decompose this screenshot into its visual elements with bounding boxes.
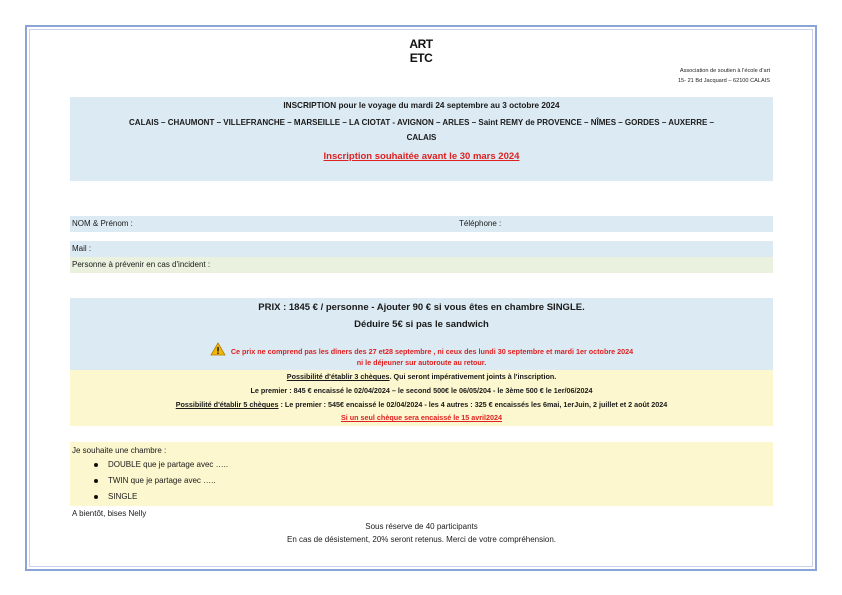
trip-cities-line1: CALAIS – CHAUMONT – VILLEFRANCHE – MARSEILLE – LA CIOTAT - AVIGNON – ARLES – Saint REMY de PROVENCE – NÎMES – GORDES – AUXERRE –: [129, 118, 714, 127]
art-etc-logo: [404, 36, 438, 64]
room-option-double: DOUBLE que je partage avec …..: [72, 457, 773, 473]
single-cheque-note: Si un seul chèque sera encaissé le 15 avril2024: [340, 413, 503, 422]
trip-cities: [70, 115, 773, 145]
signoff: A bientôt, bises Nelly: [72, 509, 147, 518]
registration-deadline: Inscription souhaitée avant le 30 mars 2024: [323, 151, 520, 162]
room-choice: [70, 442, 773, 506]
mail-field-label: Mail :: [72, 244, 92, 253]
logo-line2: ETC: [409, 51, 433, 64]
room-option-single: SINGLE: [72, 489, 773, 505]
warning-icon: [210, 342, 226, 356]
name-phone-row: [70, 216, 773, 232]
footer-notes: [70, 520, 773, 546]
five-cheques-line: [70, 399, 773, 411]
three-cheques-note: . Qui seront impérativement joints à l'inscription.: [389, 372, 557, 381]
name-field-label: NOM & Prénom :: [72, 219, 133, 228]
participants-note: Sous réserve de 40 participants: [365, 522, 478, 531]
emergency-contact-label: Personne à prévenir en cas d'incident :: [72, 260, 211, 269]
room-option-twin: TWIN que je partage avec …..: [72, 473, 773, 489]
sandwich-deduction: Déduire 5€ si pas le sandwich: [354, 319, 489, 330]
price-exclusions-line2: ni le déjeuner sur autoroute au retour.: [356, 358, 487, 367]
five-cheques-title: Possibilité d'établir 5 chèques: [175, 400, 279, 409]
three-cheques-detail: Le premier : 845 € encaissé le 02/04/2024 – le second 500€ le 06/05/204 - le 3ème 500 € le 1er/06/2024: [250, 386, 593, 395]
mail-row: [70, 241, 773, 257]
price-exclusions-text: Ce prix ne comprend pas les dîners des 27 et28 septembre , ni ceux des lundi 30 septembre et mardi 1er octobre 2024: [230, 347, 634, 356]
phone-field-label: Téléphone :: [459, 219, 502, 228]
three-cheques-heading: [70, 371, 773, 383]
trip-cities-line2: CALAIS: [406, 133, 437, 142]
cancellation-note: En cas de désistement, 20% seront retenus. Merci de votre compréhension.: [286, 535, 557, 544]
association-street: 15- 21 Bd Jacquard – 62100 CALAIS: [677, 78, 770, 84]
logo-line1: ART: [409, 37, 433, 51]
room-intro: Je souhaite une chambre :: [72, 446, 167, 455]
payment-section: [70, 370, 773, 426]
five-cheques-detail: : Le premier : 545€ encaissé le 02/04/2024 - les 4 autres : 325 € encaissés les 6mai, 1erJuin, 2 juillet et 2 août 2024: [278, 400, 668, 409]
three-cheques-title: Possibilité d'établir 3 chèques: [286, 372, 390, 381]
association-address: [678, 66, 770, 86]
association-name: Association de soutien à l'école d'art: [679, 68, 770, 74]
price-exclusions-cont: [70, 356, 773, 370]
price-line: PRIX : 1845 € / personne - Ajouter 90 € si vous êtes en chambre SINGLE.: [258, 302, 585, 313]
trip-title: INSCRIPTION pour le voyage du mardi 24 septembre au 3 octobre 2024: [283, 101, 560, 110]
room-options: [72, 457, 773, 505]
emergency-contact-row: [70, 257, 773, 273]
trip-header: [70, 97, 773, 181]
